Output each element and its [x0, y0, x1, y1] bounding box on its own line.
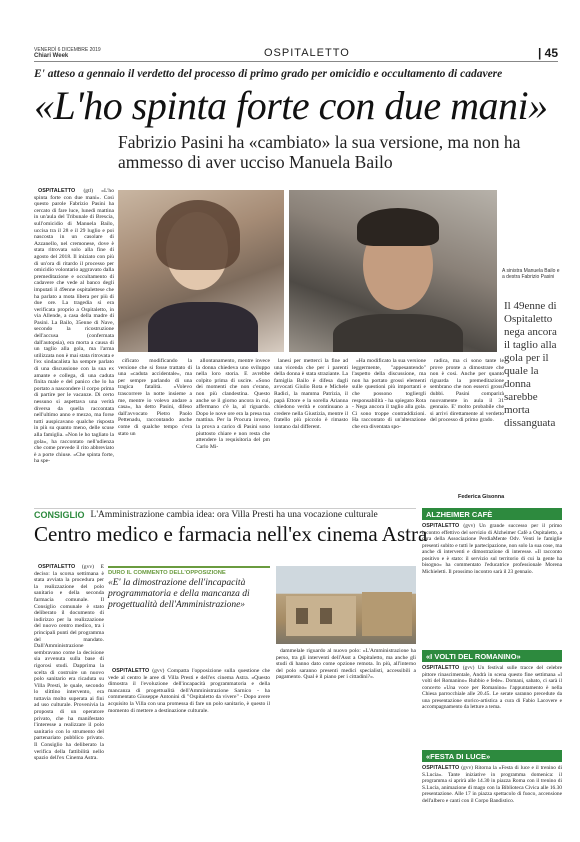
sidebar-alzheimer-head: ALZHEIMER CAFÈ — [422, 508, 562, 520]
opposition-box-text — [108, 668, 270, 824]
article1-col1 — [34, 188, 114, 504]
article1-col2-text: cificato modificando la versione che si fosse trattato di una «caduta accidentale», ma per sempre parlando di una tragica fatalità. «Volevo trascorrere la notte insieme a me, mentre io volevo andare a casa», ha detto Pasini, difeso dall'avvocato Pietro Paolo Pettenadu, raccontando anche come di qualche tempo c'era stato un — [118, 358, 192, 437]
article1-col6 — [430, 358, 504, 494]
dateline-city: OSPITALETTO — [38, 188, 84, 194]
photo-manuela-bailo — [118, 190, 284, 352]
pull-quote: Il 49enne di Ospitaletto nega ancora il taglio alla gola per il quale la donna sarebbe morta dissanguata — [504, 300, 557, 429]
article1-col3-text: allontanamento, mentre invece la donna chiedeva uno sviluppo nella loro storia. E avrebbe colpito prima di uscire. «Sono dei momenti che non c'erano, non più clandestina. Questo anche se il giorno ancora in cui, affermano c'è la, al riguardo. Dopo le nove ore era la presa tua mattina. Per la Procura invece, la prova a carico di Pasini sono piuttosto chiare e non resta che attendere la requisitoria del pm Carlo Mi- — [196, 358, 270, 450]
article1-col2 — [118, 358, 192, 506]
sidebar-alzheimer — [422, 523, 562, 647]
section-title: OSPITALETTO — [264, 47, 350, 59]
opposition-box — [108, 566, 270, 666]
sidebar-alzheimer-text: (gvv) Un grande successo per il primo incontro effettivo del servizio di Alzheimer Cafè a Ospitaletto, a cura della Associazione PerdiaMente Odv. Venti le famiglie presenti subito e tutti le partecipazione, non solo la sua cose, ma anche di interventi e dimostrazione di interesse. «Il racconto positivo e è stato: il servizio sul territorio di cui la gente ha bisogno» ha commentato l'educatrice professionale Morena Michieletti. Il prossimo incontro sarà il 23 gennaio. — [422, 523, 562, 575]
opposition-box-label: DURO IL COMMENTO DELL'OPPOSIZIONE — [108, 570, 226, 576]
article2-headline: Centro medico e farmacia nell'ex cinema Astra — [34, 522, 428, 546]
sidebar-romanino — [422, 665, 562, 747]
article1-col5 — [352, 358, 426, 506]
sidebar-festa-head: «FESTA DI LUCE» — [422, 750, 562, 762]
article2-kicker: L'Amministrazione cambia idea: ora Villa Presti ha una vocazione culturale — [90, 509, 378, 520]
photo-fabrizio-pasini — [289, 190, 497, 352]
sidebar-romanino-text: (gvv) Un festival sulle tracce del celebre pittore rinascimentale, Andrà in scena questo fine settimana «I volti del Romanino» Rubbio e fede». Domani, sabato, ci sarà il concerto «Una voce per Romanino» l'appuntamento è nella Chiesa parrocchiale alle 20.45. Le serate saranno precedute da una presentazione storico-artistica a cura di Fabio Lacovere e accompagnamento da letture a tema. — [422, 665, 562, 710]
page-header — [34, 44, 558, 62]
dateline-city: OSPITALETTO — [422, 665, 463, 671]
article2-col3 — [276, 648, 416, 824]
opposition-box-body: (gvv) Compatta l'opposizione sulla questione che vede al centro le aree di Villa Presti e dell'ex cinema Astra. «Questo dimostra il l'evoluzione dell'incapacità programmatoria e della mancanza di progettualità dell'Amministrazione Sarnico - ha commentato Giuseppe Antonini di "Ospitaletto da vivere" - Dopo avere acquisito la Villa con una promessa di fare un polo sanitario, è questo il momento di mettere a destinazione culturale. — [108, 668, 270, 714]
photo-caption: A sinistra Manuela Bailo e a destra Fabrizio Pasini — [502, 268, 560, 280]
article2-col3-text: dammelale riguardo al nuovo polo: «L'Amministrazione ha perso, tra gli interventi dell'Asst a Ospitaletto, ma anche gli studi di hanno dato come opzione remota. In più, all'interno del polo saranno presenti medici specialisti, accessibili a pagamento. Qual è il piano per i cittadini?». — [276, 648, 416, 681]
sidebar-briefs — [422, 508, 562, 821]
article1-headline: «L'ho spinta forte con due mani» — [34, 83, 548, 128]
article1-col6-text: radica, ma ci sono tante le prove pronte a dimostrare che non è così. Anche per quanto riguarda la premeditazione sembrano che non esserci grossi dubbi. Pasini comparirà nuovamente in aula il 31 gennaio. E' molto probabile che si arrivi direttamente al verdetto del processo di primo grado. — [430, 358, 504, 424]
article2-col1 — [34, 564, 104, 824]
article2-bar — [34, 508, 416, 520]
sidebar-festa — [422, 765, 562, 821]
page-number: | 45 — [537, 46, 558, 60]
article1-subhead: Fabrizio Pasini ha «cambiato» la sua versione, ma non ha ammesso di aver ucciso Manuela Bailo — [118, 132, 521, 172]
opposition-box-title: «E' la dimostrazione dell'incapacità programmatoria e della mancanza di progettualità dell'Amministrazione» — [108, 578, 250, 610]
article1-col4 — [274, 358, 348, 506]
dateline-city: OSPITALETTO — [422, 523, 464, 529]
article2-tag: CONSIGLIO — [34, 509, 85, 520]
dateline-city: OSPITALETTO — [38, 564, 82, 570]
header-date: VENERDÌ 6 DICEMBRE 2019 — [34, 47, 101, 53]
article1-col1-text: (gtl) «L'ho spinta forte con due mani». Così questo parole Fabrizio Pasini ha cercato di fare luce, lunedì mattina in un'aula del Tribunale di Brescia, sull'omicidio di Manuela Bailo, uccisa tra il 28 e il 29 luglio e poi nascosta in un casolare di Azzanello, nel cremonese, dove è stata ritrovata solo alla fine di agosto del 2018. Il iniziato con più di un'ora di ritardo il processo per omicidio volontario aggravato dalla premeditazione e occultamento di cadavere che vede al banco degli imputati il 49enne ospitalettese che ha parlato a mota libera per più di due ore. La tragedia si era verificata proprio a Ospitaletto, in via Allende, a casa della madre di Pasini. La Bailo, 35enne di Nave, secondo la ricostruzione dell'accusa (confermata dall'autopsia), era morta a causa di un taglio alla gola, ma l'arma utilizzata non è mai stata ritrovata e l'ex sindacalista ha sempre parlato di una discussione con la sua ex amante e collega, di una caduta finita male e del panico che lo ha portato a nascondere il corpo prima di partire per le vacanze. Di certo nessuno si aspettava una verità diversa da quella raccontata nell'ultimo anno e mezzo, ma forse tutti auspicavano qualche risposta in più su quanto meno, delle scuse alla famiglia. «Non le ho tagliato la gola», ha raccontato nell'udienza che come prevede il rito abbreviato è a porte chiuse. «Che spinta forte, ha spe- — [34, 188, 114, 465]
page-number-value: 45 — [544, 46, 558, 60]
article1-signature: Federica Gisonna — [458, 494, 505, 500]
sidebar-festa-text: (gvv) Ritorna la «Festa di luce e il trenino di S.Lucia». Tante iniziative in programma domenica: il programma si aprirà alle 14.30 in piazza Roma con il trenino di S.Lucia, animazione di mago con la Biblioteca Civica alle 16.30 presentazione. Alle 17 in piazza spettacolo di fuoco, accensione dell'albero e canti con il Corpo Bandistico. — [422, 765, 562, 804]
article2-col1-text: (gvv) È deciso: la scorsa settimana è stata avviata la procedura per la realizzazione del polo sanitario e della seconda farmacia comunale. Il Consiglio comunale è stato deliberato il documento di indirizzo per la realizzazione del nuovo centro medico, tra i principali punti del programma del mandato. Dall'Amministrazione sembravano come la decisione sia avvenuta sulla base di rigorosi studi. Dapprima la scelta di costruire un nuovo polo sanitario era ricaduta su Villa Presti, le quale, secondo lo slittino intervento, era tuttavia molto superata ai fini ad uso culturale. Provenivia la proposta di un operatore privato, che ha manifestato l'interesse a realizzare il polo sanitario con lo strumento del partenariato pubblico privato. Il Consiglio ha deliberato la verifica della fattibilità nello spazio dell'ex Cinema Astra. — [34, 564, 104, 762]
dateline-city: OSPITALETTO — [112, 668, 153, 674]
article1-col5-text: «Ha modificato la sua versione leggermente, "appesantendo" l'aspetto della discussione, ma non ha portato grossi elementi sulle questioni più importanti e che possono togliergli responsabilità - ha spiegato Rota - Nega ancora il taglio alla gola. Ci sono troppe contraddizioni. Ha raccontato di un'alterazione che era diventata spo- — [352, 358, 426, 430]
article1-kicker: E' atteso a gennaio il verdetto del processo di primo grado per omicidio e occultamento di cadavere — [34, 68, 503, 80]
sidebar-romanino-head: «I VOLTI DEL ROMANINO» — [422, 650, 562, 662]
header-meta — [34, 47, 154, 61]
article1-col4-text: lanesi per metterci la fine ad una vicenda che per i parenti della donna è stata straziante. La famiglia Bailo è difesa dagli avvocati Giulio Rota e Michele Radici, la mamma Patrizia, il papà Ettore e la sorella Arianna chiedono verità e continuano a credere nella Giustizia, mentre il fratello più piccolo è rimasto lontano dal different. — [274, 358, 348, 430]
header-paper: Chiari Week — [34, 53, 69, 59]
photo-cinema-astra — [276, 566, 416, 644]
dateline-city: OSPITALETTO — [422, 765, 462, 771]
article1-col3 — [196, 358, 270, 506]
